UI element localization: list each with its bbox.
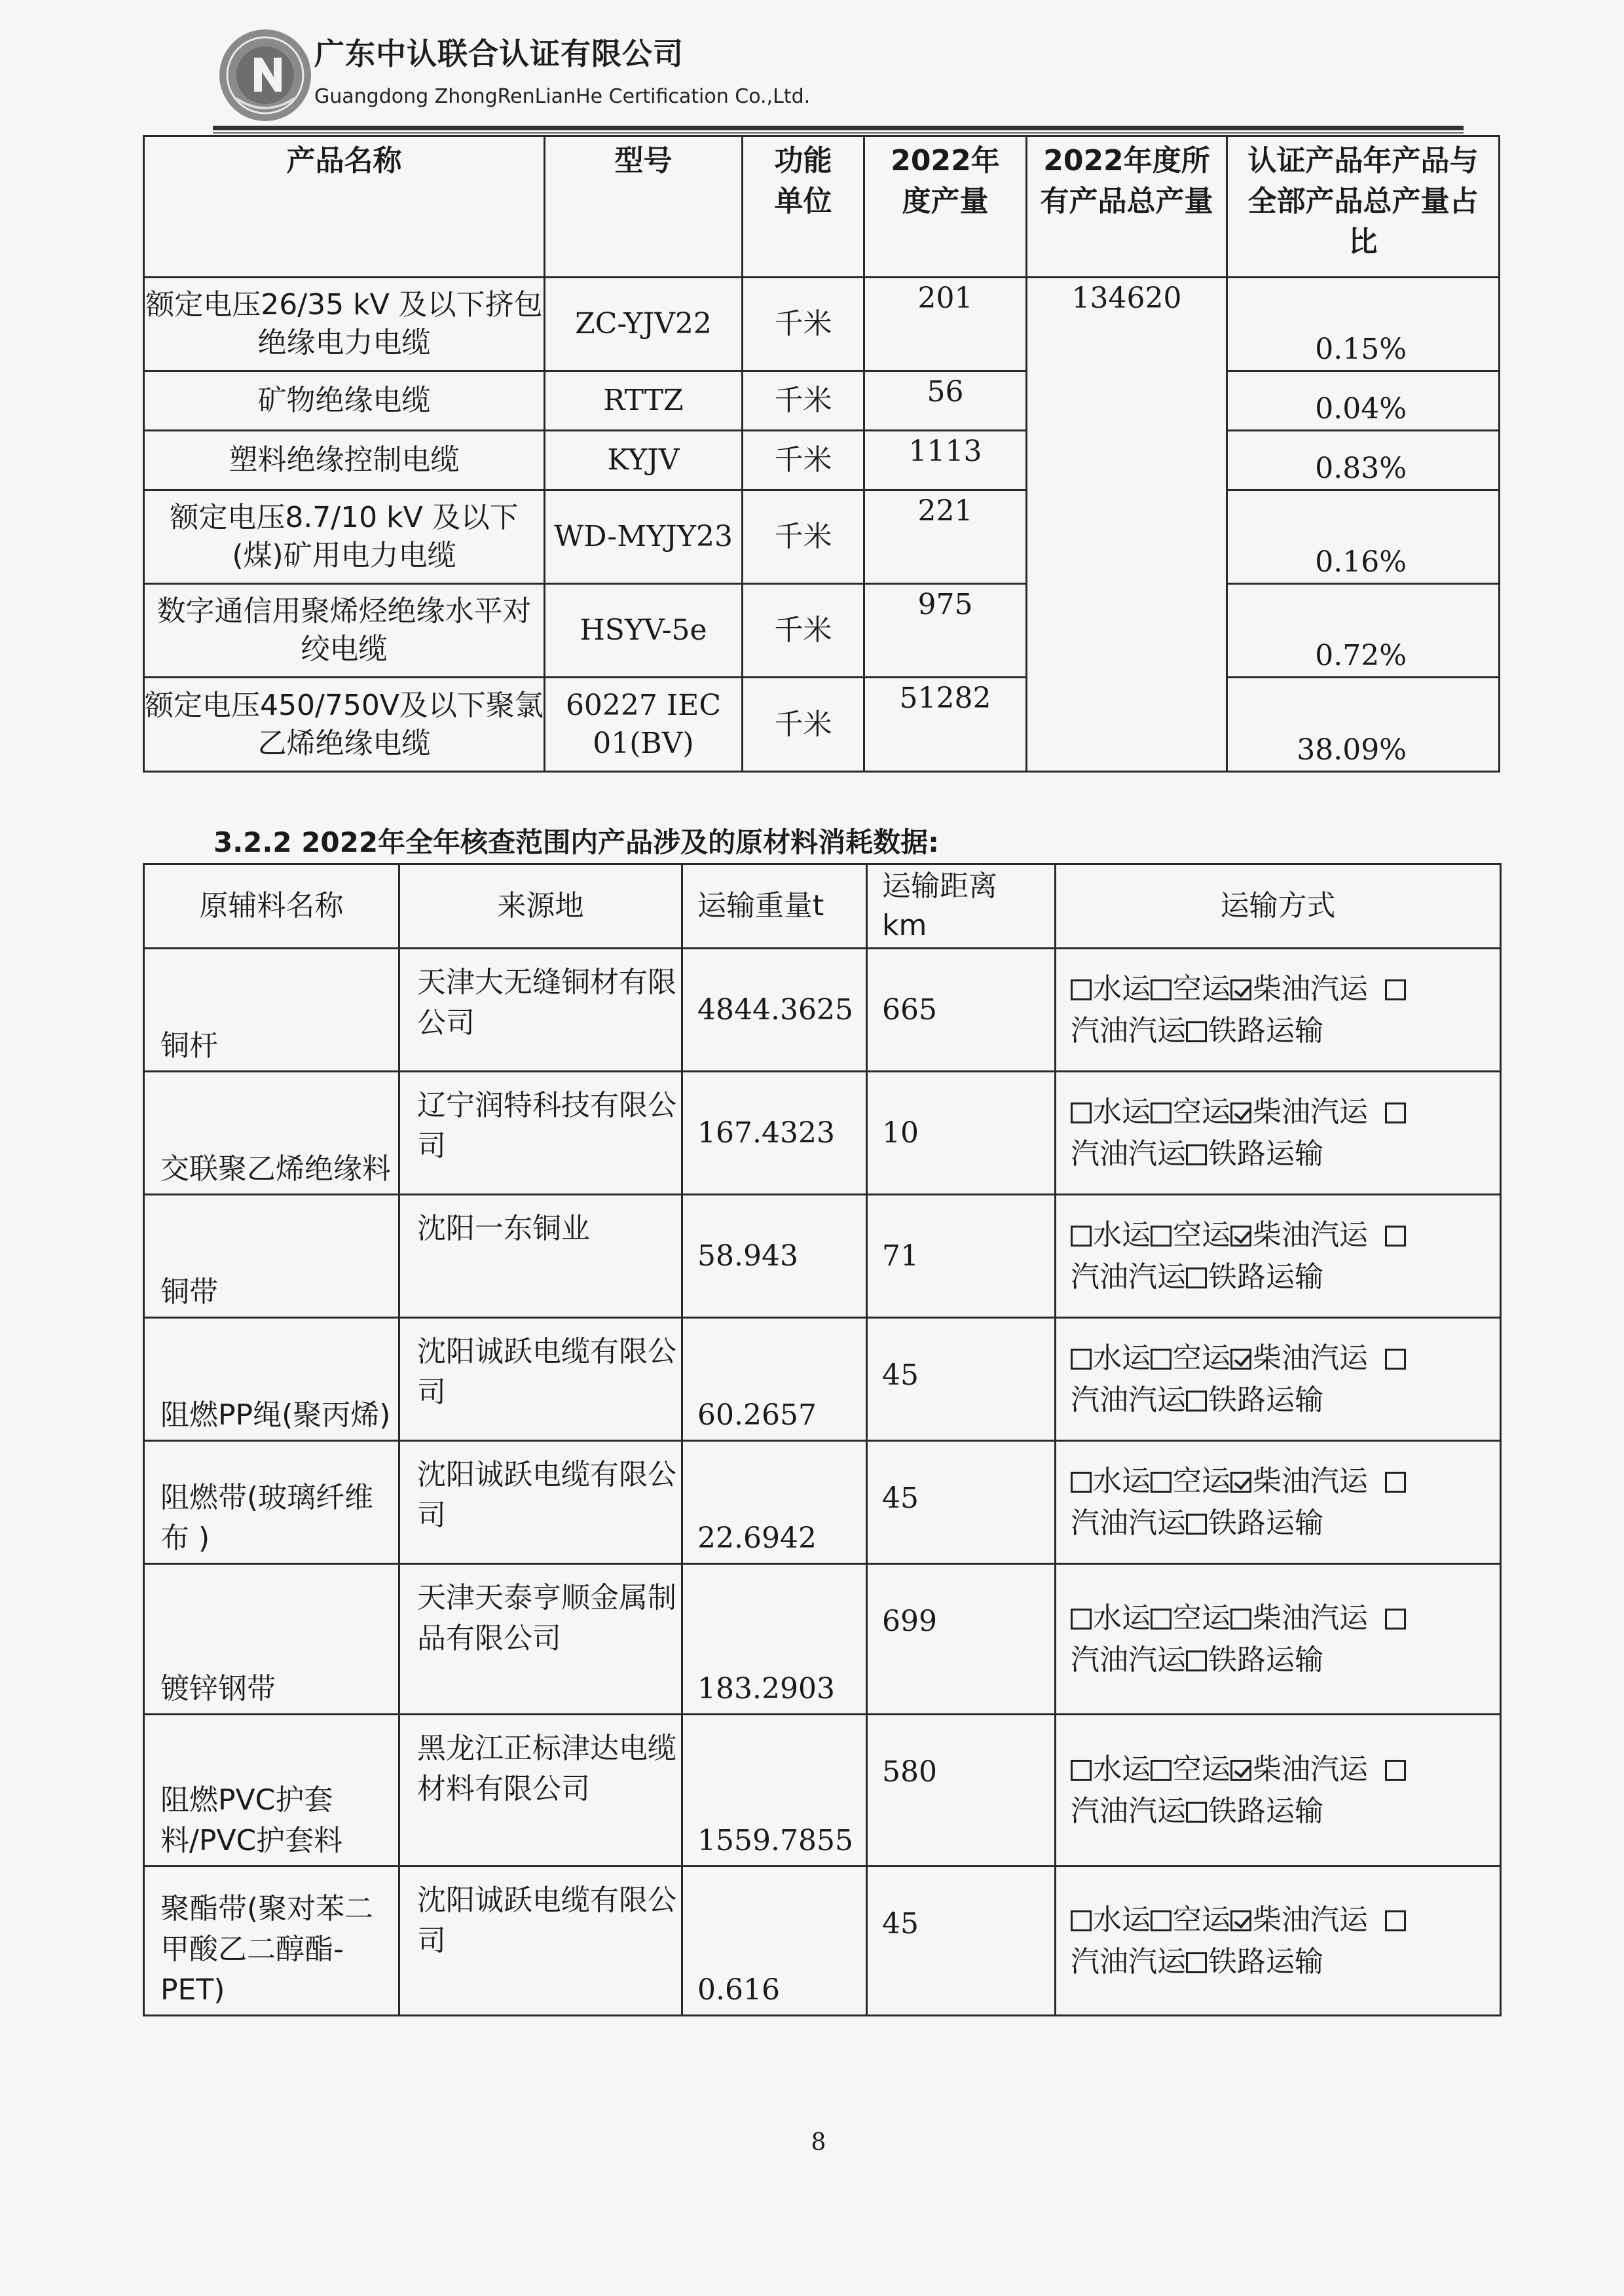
header-distance — [867, 864, 1056, 949]
material-distance: 10 — [867, 1072, 1056, 1195]
water-label: 水运 — [1093, 1903, 1151, 1937]
gasoline-checkbox[interactable] — [1385, 1910, 1406, 1931]
material-source: 沈阳诚跃电缆有限公司 — [399, 1441, 682, 1564]
header-material-name: 原辅料名称 — [144, 864, 399, 949]
rail-checkbox[interactable] — [1186, 1144, 1207, 1165]
material-weight: 4844.3625 — [682, 949, 867, 1072]
gasoline-checkbox[interactable] — [1385, 1349, 1406, 1370]
material-name: 阻燃带(玻璃纤维布 ) — [144, 1441, 399, 1564]
transport-options — [1056, 1441, 1501, 1564]
product-name: 矿物绝缘电缆 — [144, 371, 545, 431]
air-checkbox[interactable] — [1151, 1102, 1172, 1123]
product-unit: 千米 — [743, 678, 864, 772]
material-distance: 665 — [867, 949, 1056, 1072]
air-checkbox[interactable] — [1151, 1760, 1172, 1781]
rail-label: 铁路运输 — [1208, 1013, 1323, 1048]
table-row — [144, 949, 1501, 1072]
material-distance: 45 — [867, 1867, 1056, 2016]
water-checkbox[interactable] — [1071, 1226, 1092, 1247]
product-model: WD-MYJY23 — [545, 490, 743, 584]
diesel-checkbox[interactable] — [1230, 1760, 1251, 1781]
gasoline-label: 汽油汽运 — [1071, 1013, 1186, 1048]
air-label: 空运 — [1173, 1601, 1230, 1635]
product-unit: 千米 — [743, 371, 864, 431]
table-row — [144, 1867, 1501, 2016]
header-output-ratio — [1227, 136, 1500, 278]
product-model — [545, 678, 743, 772]
gasoline-label: 汽油汽运 — [1071, 1506, 1186, 1540]
product-ratio: 0.15% — [1227, 278, 1500, 371]
company-name-cn: 广东中认联合认证有限公司 — [314, 36, 684, 71]
gasoline-checkbox[interactable] — [1385, 1102, 1406, 1123]
product-qty: 1113 — [864, 431, 1027, 490]
product-model: HSYV-5e — [545, 584, 743, 678]
table-row — [144, 278, 1500, 371]
header-divider-thin — [213, 132, 1464, 134]
product-model: RTTZ — [545, 371, 743, 431]
water-label: 水运 — [1093, 972, 1151, 1006]
air-label: 空运 — [1173, 1218, 1230, 1252]
header-annual-output-text: 2022年度产量 — [891, 144, 1000, 218]
water-checkbox[interactable] — [1071, 1102, 1092, 1123]
diesel-label: 柴油汽运 — [1253, 1095, 1368, 1129]
water-label: 水运 — [1093, 1218, 1151, 1252]
page-number: 8 — [811, 2129, 826, 2156]
rail-label: 铁路运输 — [1208, 1643, 1323, 1677]
diesel-label: 柴油汽运 — [1253, 1464, 1368, 1498]
material-source: 天津天泰亨顺金属制品有限公司 — [399, 1564, 682, 1715]
header-total-output-text: 2022年度所有产品总产量 — [1040, 144, 1213, 218]
header-source: 来源地 — [399, 864, 682, 949]
diesel-label: 柴油汽运 — [1253, 1218, 1368, 1252]
material-source: 沈阳诚跃电缆有限公司 — [399, 1867, 682, 2016]
table-row — [144, 1564, 1501, 1715]
header-model: 型号 — [545, 136, 743, 278]
material-weight: 1559.7855 — [682, 1715, 867, 1867]
gasoline-checkbox[interactable] — [1385, 1472, 1406, 1493]
product-qty: 51282 — [864, 678, 1027, 772]
material-weight: 22.6942 — [682, 1441, 867, 1564]
product-name: 塑料绝缘控制电缆 — [144, 431, 545, 490]
water-label: 水运 — [1093, 1464, 1151, 1498]
product-ratio: 38.09% — [1227, 678, 1500, 772]
header-weight: 运输重量t — [682, 864, 867, 949]
rail-label: 铁路运输 — [1208, 1137, 1323, 1171]
product-ratio: 0.83% — [1227, 431, 1500, 490]
table-row — [144, 1072, 1501, 1195]
material-name: 阻燃PVC护套料/PVC护套料 — [144, 1715, 399, 1867]
air-checkbox[interactable] — [1151, 1609, 1172, 1630]
water-label: 水运 — [1093, 1601, 1151, 1635]
product-ratio: 0.04% — [1227, 371, 1500, 431]
material-name: 镀锌钢带 — [144, 1564, 399, 1715]
rail-checkbox[interactable] — [1186, 1802, 1207, 1823]
diesel-checkbox[interactable] — [1230, 1910, 1251, 1931]
air-label: 空运 — [1173, 972, 1230, 1006]
material-source: 天津大无缝铜材有限公司 — [399, 949, 682, 1072]
product-unit: 千米 — [743, 584, 864, 678]
material-distance: 45 — [867, 1441, 1056, 1564]
rail-checkbox[interactable] — [1186, 1391, 1207, 1412]
diesel-label: 柴油汽运 — [1253, 1341, 1368, 1375]
table-row — [144, 1318, 1501, 1441]
air-checkbox[interactable] — [1151, 1349, 1172, 1370]
gasoline-checkbox[interactable] — [1385, 1226, 1406, 1247]
rail-checkbox[interactable] — [1186, 1952, 1207, 1973]
material-name: 铜带 — [144, 1195, 399, 1318]
air-checkbox[interactable] — [1151, 1910, 1172, 1931]
table-row — [144, 490, 1500, 584]
product-name: 额定电压26/35 kV 及以下挤包绝缘电力电缆 — [144, 278, 545, 371]
air-checkbox[interactable] — [1151, 1226, 1172, 1247]
product-model: ZC-YJV22 — [545, 278, 743, 371]
product-model: KYJV — [545, 431, 743, 490]
rail-checkbox[interactable] — [1186, 1650, 1207, 1671]
total-output: 134620 — [1027, 278, 1227, 772]
product-qty: 221 — [864, 490, 1027, 584]
product-ratio: 0.16% — [1227, 490, 1500, 584]
air-label: 空运 — [1173, 1464, 1230, 1498]
gasoline-label: 汽油汽运 — [1071, 1137, 1186, 1171]
product-output-table — [143, 135, 1500, 773]
rail-label: 铁路运输 — [1208, 1383, 1323, 1417]
material-source: 黑龙江正标津达电缆材料有限公司 — [399, 1715, 682, 1867]
water-label: 水运 — [1093, 1752, 1151, 1786]
company-name-en: Guangdong ZhongRenLianHe Certification Co.,Ltd. — [314, 85, 811, 108]
gasoline-label: 汽油汽运 — [1071, 1643, 1186, 1677]
product-qty: 56 — [864, 371, 1027, 431]
water-checkbox[interactable] — [1071, 1910, 1092, 1931]
material-weight: 60.2657 — [682, 1318, 867, 1441]
table-row — [144, 371, 1500, 431]
rail-checkbox[interactable] — [1186, 1514, 1207, 1535]
product-ratio: 0.72% — [1227, 584, 1500, 678]
rail-checkbox[interactable] — [1186, 1021, 1207, 1042]
material-weight: 58.943 — [682, 1195, 867, 1318]
header-annual-output — [864, 136, 1027, 278]
material-name: 铜杆 — [144, 949, 399, 1072]
water-checkbox[interactable] — [1071, 1349, 1092, 1370]
diesel-checkbox[interactable] — [1230, 1609, 1251, 1630]
table-row — [144, 678, 1500, 772]
gasoline-checkbox[interactable] — [1385, 1609, 1406, 1630]
rail-label: 铁路运输 — [1208, 1506, 1323, 1540]
air-checkbox[interactable] — [1151, 979, 1172, 1000]
diesel-checkbox[interactable] — [1230, 1349, 1251, 1370]
header-distance-text: 运输距离km — [882, 869, 997, 942]
header-divider — [213, 126, 1464, 130]
material-name: 阻燃PP绳(聚丙烯) — [144, 1318, 399, 1441]
transport-options — [1056, 1867, 1501, 2016]
material-name: 交联聚乙烯绝缘料 — [144, 1072, 399, 1195]
gasoline-label: 汽油汽运 — [1071, 1260, 1186, 1294]
transport-options — [1056, 1715, 1501, 1867]
section-title: 3.2.2 2022年全年核查范围内产品涉及的原材料消耗数据: — [213, 826, 939, 858]
material-distance: 45 — [867, 1318, 1056, 1441]
product-unit: 千米 — [743, 490, 864, 584]
water-checkbox[interactable] — [1071, 1609, 1092, 1630]
air-label: 空运 — [1173, 1341, 1230, 1375]
diesel-checkbox[interactable] — [1230, 979, 1251, 1000]
product-name: 额定电压8.7/10 kV 及以下(煤)矿用电力电缆 — [144, 490, 545, 584]
material-source: 辽宁润特科技有限公司 — [399, 1072, 682, 1195]
water-checkbox[interactable] — [1071, 979, 1092, 1000]
transport-options — [1056, 1072, 1501, 1195]
company-logo-icon — [216, 26, 314, 124]
air-label: 空运 — [1173, 1752, 1230, 1786]
transport-options — [1056, 1564, 1501, 1715]
product-model-text: 60227 IEC 01(BV) — [565, 688, 722, 760]
rail-checkbox[interactable] — [1186, 1267, 1207, 1288]
diesel-label: 柴油汽运 — [1253, 1601, 1368, 1635]
air-label: 空运 — [1173, 1903, 1230, 1937]
material-source: 沈阳诚跃电缆有限公司 — [399, 1318, 682, 1441]
material-source: 沈阳一东铜业 — [399, 1195, 682, 1318]
table-header-row — [144, 864, 1501, 949]
air-checkbox[interactable] — [1151, 1472, 1172, 1493]
header-transport: 运输方式 — [1056, 864, 1501, 949]
rail-label: 铁路运输 — [1208, 1944, 1323, 1978]
material-distance: 580 — [867, 1715, 1056, 1867]
rail-label: 铁路运输 — [1208, 1794, 1323, 1828]
raw-materials-table — [143, 863, 1502, 2016]
diesel-checkbox[interactable] — [1230, 1226, 1251, 1247]
gasoline-label: 汽油汽运 — [1071, 1944, 1186, 1978]
transport-options — [1056, 949, 1501, 1072]
table-header-row — [144, 136, 1500, 278]
table-row — [144, 1195, 1501, 1318]
product-unit: 千米 — [743, 278, 864, 371]
material-distance: 699 — [867, 1564, 1056, 1715]
diesel-label: 柴油汽运 — [1253, 1903, 1368, 1937]
diesel-label: 柴油汽运 — [1253, 1752, 1368, 1786]
header-product-name: 产品名称 — [144, 136, 545, 278]
header-unit — [743, 136, 864, 278]
gasoline-checkbox[interactable] — [1385, 1760, 1406, 1781]
header-total-output — [1027, 136, 1227, 278]
gasoline-label: 汽油汽运 — [1071, 1794, 1186, 1828]
product-name: 数字通信用聚烯烃绝缘水平对绞电缆 — [144, 584, 545, 678]
table-row — [144, 431, 1500, 490]
product-name: 额定电压450/750V及以下聚氯乙烯绝缘电缆 — [144, 678, 545, 772]
product-qty: 201 — [864, 278, 1027, 371]
table-row — [144, 584, 1500, 678]
water-checkbox[interactable] — [1071, 1472, 1092, 1493]
water-label: 水运 — [1093, 1095, 1151, 1129]
transport-options — [1056, 1318, 1501, 1441]
material-weight: 183.2903 — [682, 1564, 867, 1715]
material-distance: 71 — [867, 1195, 1056, 1318]
water-label: 水运 — [1093, 1341, 1151, 1375]
product-unit: 千米 — [743, 431, 864, 490]
header-unit-text: 功能单位 — [774, 144, 832, 218]
table-row — [144, 1441, 1501, 1564]
air-label: 空运 — [1173, 1095, 1230, 1129]
material-name: 聚酯带(聚对苯二甲酸乙二醇酯-PET) — [144, 1867, 399, 2016]
header-output-ratio-text: 认证产品年产品与全部产品总产量占比 — [1247, 144, 1479, 259]
product-qty: 975 — [864, 584, 1027, 678]
diesel-checkbox[interactable] — [1230, 1102, 1251, 1123]
gasoline-checkbox[interactable] — [1385, 979, 1406, 1000]
transport-options — [1056, 1195, 1501, 1318]
water-checkbox[interactable] — [1071, 1760, 1092, 1781]
table-row — [144, 1715, 1501, 1867]
rail-label: 铁路运输 — [1208, 1260, 1323, 1294]
gasoline-label: 汽油汽运 — [1071, 1383, 1186, 1417]
diesel-label: 柴油汽运 — [1253, 972, 1368, 1006]
material-weight: 167.4323 — [682, 1072, 867, 1195]
diesel-checkbox[interactable] — [1230, 1472, 1251, 1493]
material-weight: 0.616 — [682, 1867, 867, 2016]
